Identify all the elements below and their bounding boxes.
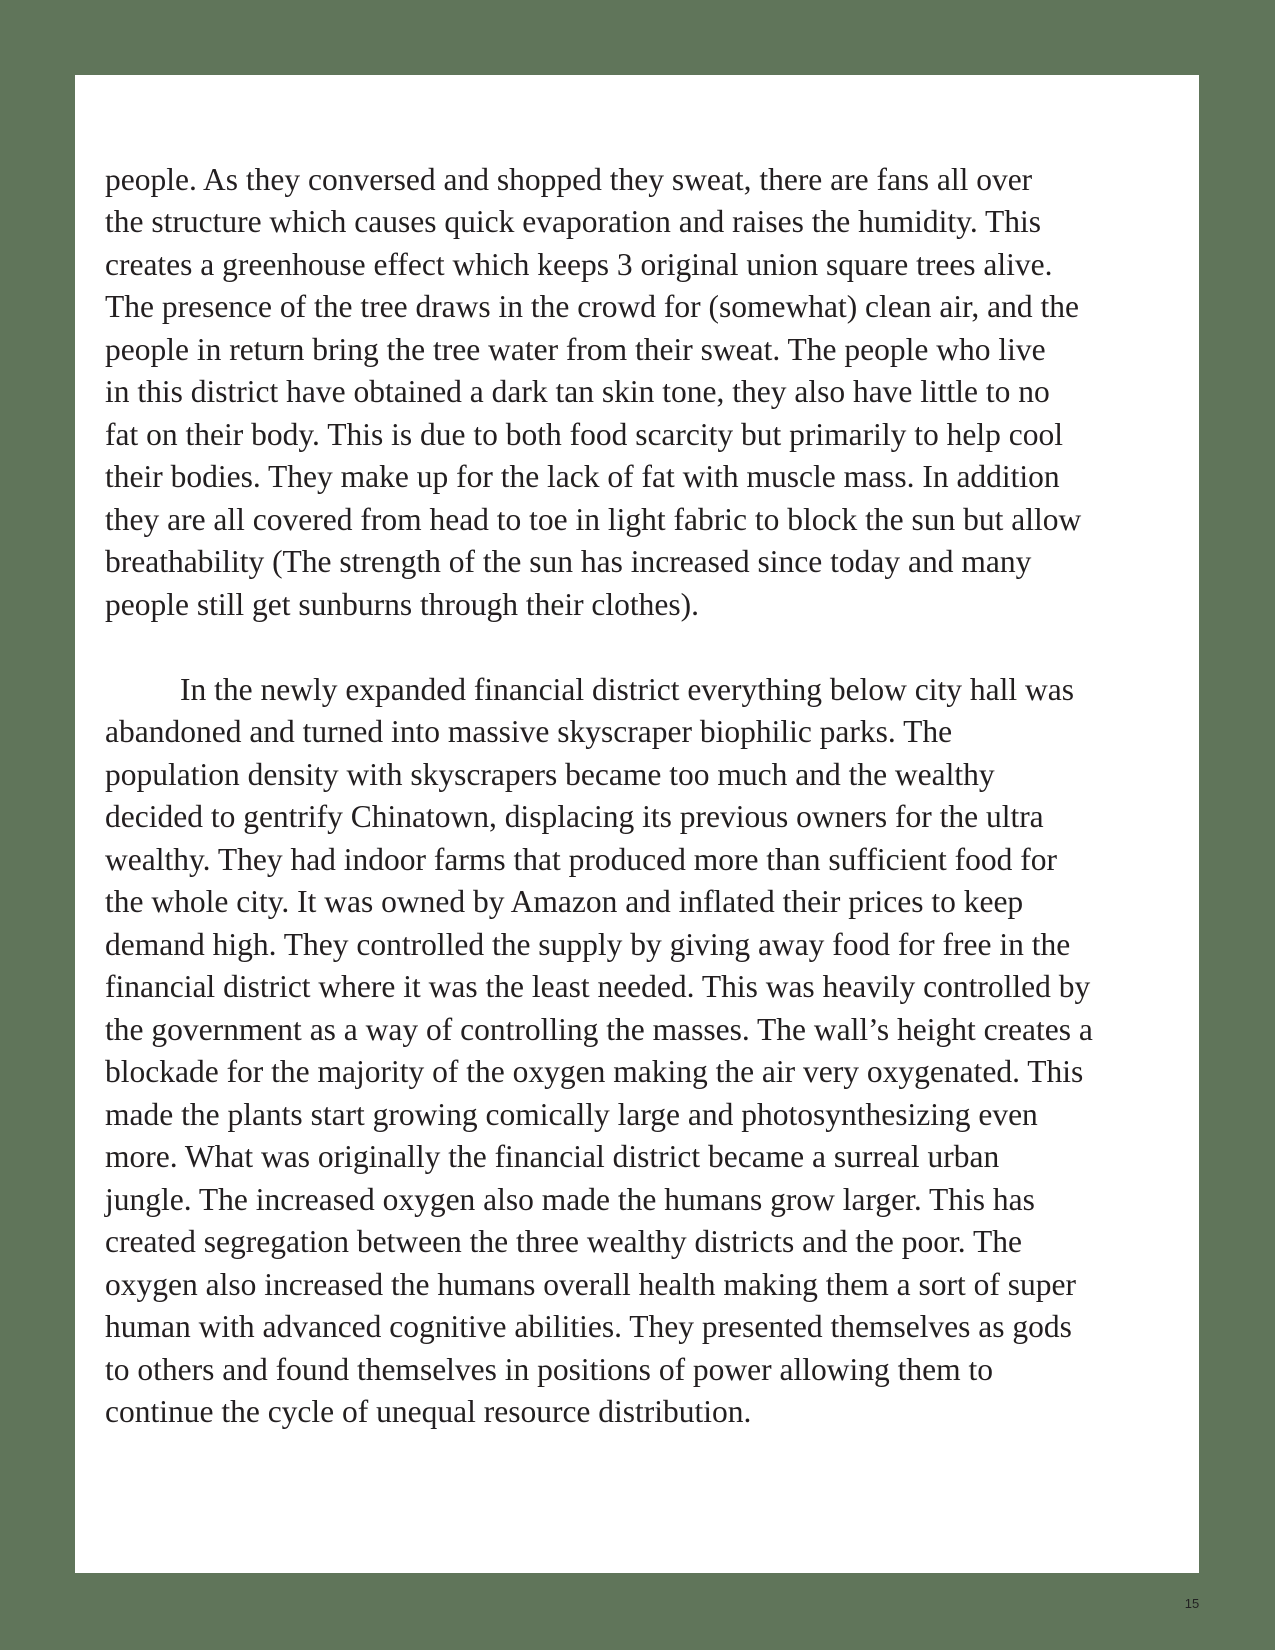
paragraph: people. As they conversed and shopped they sweat, there are fans all over the structure which causes quick evaporation and raises the humidity. This creates a greenhouse effect which keeps 3 original union square trees alive. The presence of the tree draws in the crowd for (somewhat) clean air, and the people in return bring the tree water from their sweat. The people who live in this district have obtained a dark tan skin tone, they also have little to no fat on their body. This is due to both food scarcity but primarily to help cool their bodies. They make up for the lack of fat with muscle mass. In addition they are all covered from head to toe in light fabric to block the sun but allow breathability (The strength of the sun has increased since today and many people still get sunburns through their clothes).: [105, 161, 1082, 622]
body-text: [105, 116, 1175, 1476]
paragraph: In the newly expanded financial district everything below city hall was abandoned and turned into massive skyscraper biophilic parks. The population density with skyscrapers became too much and the wealthy decided to gentrify Chinatown, displacing its previous owners for the ultra wealthy. They had indoor farms that produced more than sufficient food for the whole city. It was owned by Amazon and inflated their prices to keep demand high. They controlled the supply by giving away food for free in the financial district where it was the least needed. This was heavily controlled by the government as a way of controlling the masses. The wall’s height creates a blockade for the majority of the oxygen making the air very oxygenated. This made the plants start growing comically large and photosynthesizing even more. What was originally the financial district became a surreal urban jungle. The increased oxygen also made the humans grow larger. This has created segregation between the three wealthy districts and the poor. The oxygen also increased the humans overall health making them a sort of super human with advanced cognitive abilities. They presented themselves as gods to others and found themselves in positions of power allowing them to continue the cycle of unequal resource distribution.: [105, 671, 1093, 1429]
page-number: 15: [1184, 1596, 1200, 1611]
